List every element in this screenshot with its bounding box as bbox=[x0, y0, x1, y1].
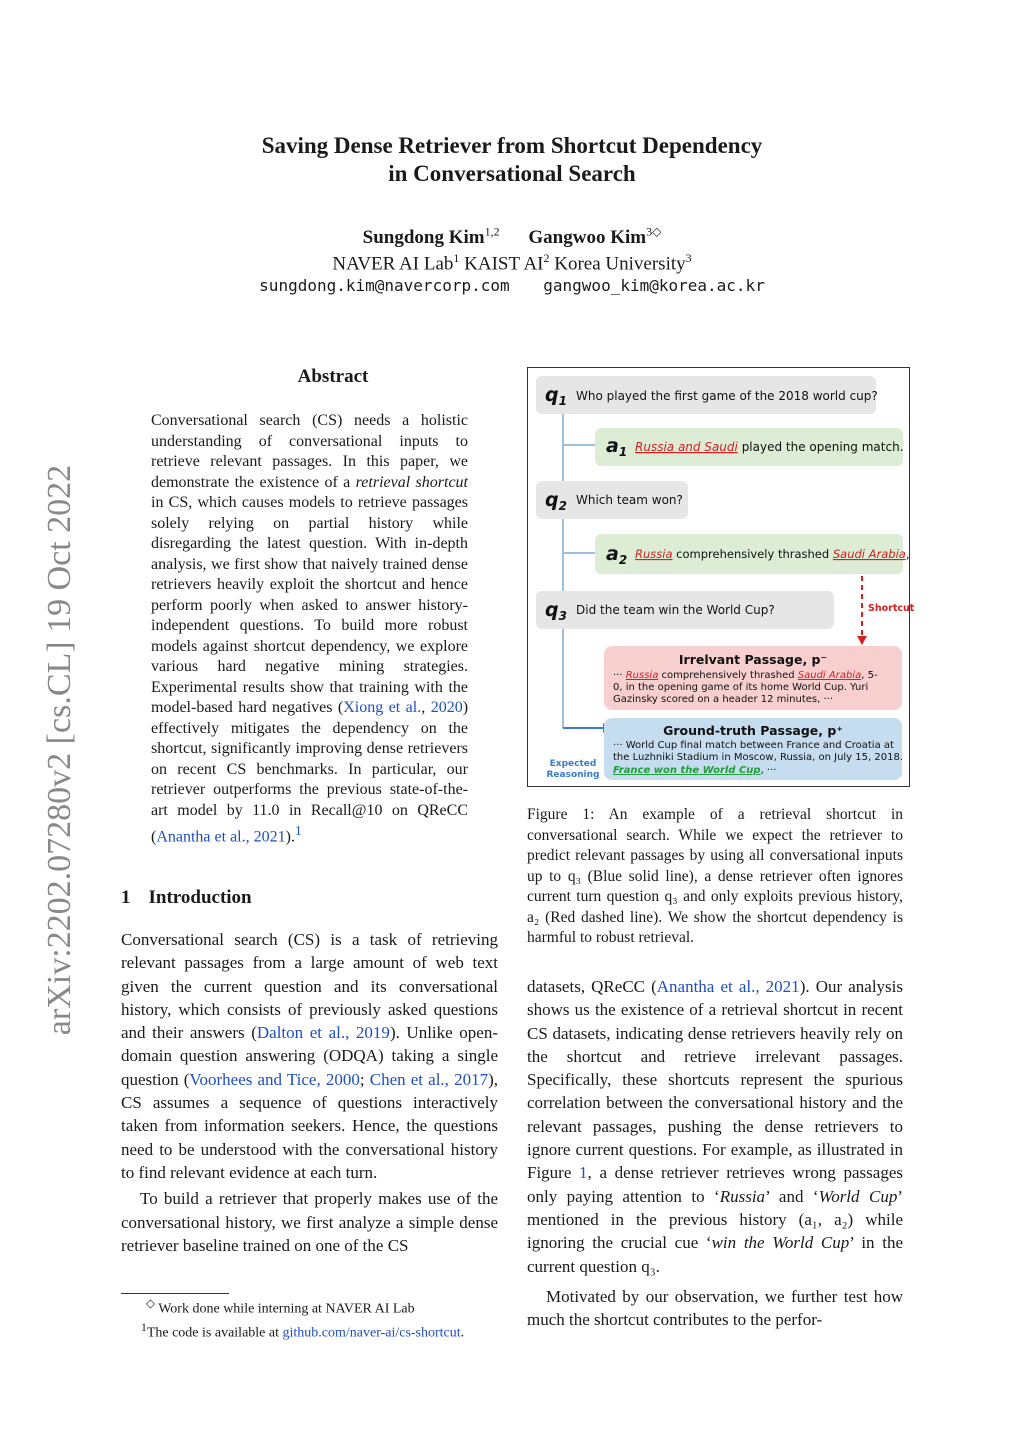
footnote-rule bbox=[121, 1293, 229, 1294]
abstract-text-3: ) effectively mitigates the dependency on the shortcut, significantly improving dense retrievers on recent CS benchmarks. In particular, our retriever outperforms the previous state-of-the-art model by 11.0 in Recall@10 on QReCC ( bbox=[151, 699, 469, 846]
title-line-1: Saving Dense Retriever from Shortcut Dependency bbox=[261, 133, 763, 158]
citation-xiong[interactable]: Xiong et al. bbox=[343, 699, 422, 716]
figure-ref[interactable]: 1 bbox=[579, 1163, 588, 1183]
footnote-1-mark: ◇ bbox=[146, 1297, 155, 1310]
affil-1-sup: 1 bbox=[453, 251, 460, 265]
intro-text-1c: ; bbox=[359, 1069, 370, 1089]
citation-voorhees[interactable]: Voorhees and Tice, 2000 bbox=[189, 1069, 360, 1089]
affil-korea: Korea University bbox=[554, 253, 686, 275]
ground-truth-line-3: France won the World Cup, ··· bbox=[613, 765, 777, 776]
col2-text-a: datasets, QReCC ( bbox=[527, 977, 657, 996]
a2-label: $a_2$ bbox=[606, 543, 628, 567]
expected-label-2: Reasoning bbox=[546, 770, 600, 780]
col2-text-e: ’ mentioned in the previous history (a₁, a₂) while ignoring the crucial cue ‘ bbox=[527, 1186, 904, 1253]
emails bbox=[0, 276, 1024, 295]
a1-label: $a_1$ bbox=[606, 435, 628, 459]
footnote-1-text: Work done while interning at NAVER AI Lab bbox=[158, 1301, 415, 1317]
section-title: Introduction bbox=[148, 887, 252, 908]
footnote-1 bbox=[121, 1295, 521, 1319]
ground-truth-line-1: ··· World Cup final match between France and Croatia at bbox=[613, 740, 894, 751]
intro-paragraph-1 bbox=[121, 928, 498, 1184]
abstract-body: Conversational search (CS) needs a holistic understanding of conversational inputs to retrieve relevant passages. In this paper, we demonstrate the existence of a retrieval shortcut in CS, which causes models to retrieve passages solely relying on partial history while disregarding the latest question. With in-depth analysis, we first show that naively trained dense retrievers heavily exploit the shortcut and hence perform poorly when asked to answer history-independent questions. To build more robust models against shortcut dependency, we explore various hard negative mining strategies. Experimental results show that training with the model-based hard negatives (Xiong et al., 2020) effectively mitigates the dependency on the shortcut, significantly improving dense retrievers on recent CS benchmarks. In particular, our retriever outperforms the previous state-of-the-art model by 11.0 in Recall@10 on QReCC (Anantha et al., 2021).$^1$ bbox=[151, 412, 469, 846]
intro-col2-paragraph-2: Motivated by our observation, we further test how much the shortcut contributes to the perfor- bbox=[527, 1286, 903, 1330]
intro-paragraph-2: To build a retriever that properly makes use of the conversational history, we first analyze a simple dense retriever baseline trained on one of the CS bbox=[121, 1189, 498, 1255]
col2-text-f: ’ in the current question q₃. bbox=[527, 1233, 903, 1276]
a1-text: Russia and Saudi played the opening match. bbox=[635, 440, 904, 454]
abstract-text-2: in CS, which causes models to retrieve passages solely relying on partial history while disregarding the latest question. With in-depth analysis, we first show that naively trained dense retrievers heavily exploit the shortcut and hence perform poorly when asked to answer history-independent questions. To build more robust models against shortcut dependency, we explore various hard negative mining strategies. Experimental results show that training with the model-based hard negatives ( bbox=[151, 494, 468, 716]
figure-1 bbox=[527, 367, 915, 787]
col2-text-b: ). Our analysis shows us the existence of a retrieval shortcut in recent CS datasets, indicating dense retrievers heavily rely on the shortcut and retrieve irrelevant passages. Specifically, these shortcuts represent the spurious correlation between the conversational history and the relevant passages, pushing the dense retrievers to ignore current questions. For example, as illustrated in Figure bbox=[527, 977, 903, 1183]
email-2[interactable]: gangwoo_kim@korea.ac.kr bbox=[543, 276, 765, 295]
irrelevant-line-3: Gazinsky scored on a header 12 minutes, ··· bbox=[613, 694, 834, 705]
email-1[interactable]: sungdong.kim@navercorp.com bbox=[259, 276, 510, 295]
citation-chen[interactable]: Chen et al., 2017 bbox=[369, 1069, 489, 1089]
emph-russia: Russia bbox=[719, 1186, 766, 1206]
irrelevant-line-2: 0, in the opening game of its home World Cup. Yuri bbox=[613, 682, 869, 693]
irrelevant-title: Irrelvant Passage, p⁻ bbox=[678, 652, 828, 667]
q3-label: $q_3$ bbox=[545, 599, 567, 623]
author-2 bbox=[528, 227, 661, 248]
footnote-2-text: The code is available at bbox=[146, 1325, 283, 1341]
citation-anantha-year[interactable]: 2021 bbox=[253, 828, 286, 846]
author-2-name: Gangwoo Kim bbox=[528, 227, 647, 249]
author-1-sup: 1,2 bbox=[484, 225, 500, 239]
shortcut-label: Shortcut bbox=[868, 603, 915, 614]
section-heading-intro bbox=[121, 887, 252, 909]
footnote-ref-1[interactable]: 1 bbox=[294, 823, 302, 838]
footnote-2-mark: 1 bbox=[141, 1321, 147, 1335]
citation-anantha[interactable]: Anantha et al., bbox=[156, 828, 250, 846]
abstract-emphasis: retrieval shortcut bbox=[355, 473, 468, 491]
title-line-2: in Conversational Search bbox=[388, 161, 636, 186]
ground-truth-line-2: the Luzhniki Stadium in Moscow, Russia, on July 15, 2018. bbox=[613, 752, 903, 763]
author-1-name: Sungdong Kim bbox=[362, 227, 485, 249]
abstract-text-1: Conversational search (CS) needs a holistic understanding of conversational inputs to retrieve relevant passages. In this paper, we demonstrate the existence of a bbox=[151, 412, 468, 491]
affiliations bbox=[0, 251, 1024, 275]
irrelevant-line-1: ··· Russia comprehensively thrashed Saudi Arabia, 5- bbox=[613, 670, 878, 681]
affil-naver: NAVER AI Lab bbox=[332, 253, 454, 275]
ground-truth-title: Ground-truth Passage, p⁺ bbox=[663, 723, 843, 738]
a2-text: Russia comprehensively thrashed Saudi Arabia, bbox=[635, 547, 910, 561]
intro-column-left bbox=[121, 928, 498, 1257]
abstract-text-4: ). bbox=[285, 828, 295, 846]
affil-kaist: KAIST AI bbox=[464, 253, 544, 275]
affil-3-sup: 3 bbox=[685, 251, 692, 265]
footnote-2-end: . bbox=[460, 1325, 465, 1341]
abstract-heading: Abstract bbox=[297, 366, 369, 387]
arxiv-stamp: arXiv:2202.07280v2 [cs.CL] 19 Oct 2022 bbox=[41, 464, 78, 1036]
expected-label-1: Expected bbox=[549, 759, 597, 769]
figure-1-caption: Figure 1: An example of a retrieval shortcut in conversational search. While we expect the retriever to predict relevant passages by using all conversational inputs up to q₃ (Blue solid line), a dense retriever often ignores current turn question q₃ and only exploits previous history, a₂ (Red dashed line). We show the shortcut dependency is harmful to robust retrieval. bbox=[527, 806, 903, 946]
intro-text-1b: ). Unlike open-domain question answering (ODQA) taking a single question ( bbox=[121, 1023, 498, 1089]
shortcut-arrow-head bbox=[857, 636, 867, 645]
emph-worldcup: World Cup bbox=[818, 1186, 898, 1206]
intro-column-right bbox=[527, 975, 903, 1331]
figure-1-diagram bbox=[528, 368, 915, 786]
section-number: 1 bbox=[121, 887, 131, 908]
author-2-sup: 3◇ bbox=[646, 225, 662, 239]
intro-text-1a: Conversational search (CS) is a task of retrieving relevant passages from a large amount of web text given the current question and its conversational history, which consists of previously asked questions and their answers ( bbox=[121, 930, 498, 1043]
affil-2-sup: 2 bbox=[543, 251, 550, 265]
q1-label: $q_1$ bbox=[545, 384, 567, 408]
q1-text: Who played the first game of the 2018 world cup? bbox=[576, 389, 878, 403]
citation-dalton[interactable]: Dalton et al., 2019 bbox=[256, 1023, 390, 1043]
author-1 bbox=[363, 227, 500, 248]
footnotes bbox=[121, 1295, 521, 1343]
intro-col2-paragraph-1 bbox=[527, 975, 903, 1278]
q3-text: Did the team win the World Cup? bbox=[576, 603, 775, 617]
emph-win: win the World Cup bbox=[711, 1233, 850, 1253]
col2-text-c: , a dense retriever retrieves wrong passages only paying attention to ‘ bbox=[527, 1163, 903, 1206]
citation-xiong-year[interactable]: 2020 bbox=[430, 699, 463, 716]
col2-text-d: ’ and ‘ bbox=[765, 1186, 819, 1206]
q2-text: Which team won? bbox=[576, 493, 683, 507]
footnote-2 bbox=[121, 1319, 521, 1343]
q2-label: $q_2$ bbox=[545, 489, 567, 513]
intro-text-1d: ), CS assumes a sequence of questions interactively taken from information seekers. Hence, the questions need to be understood with the conversational history to find relevant evidence at each turn. bbox=[121, 1069, 498, 1182]
citation-anantha-2[interactable]: Anantha et al., 2021 bbox=[656, 977, 800, 996]
authors bbox=[0, 225, 1024, 249]
github-link[interactable]: github.com/naver-ai/cs-shortcut bbox=[282, 1325, 461, 1341]
paper-title bbox=[0, 132, 1024, 188]
